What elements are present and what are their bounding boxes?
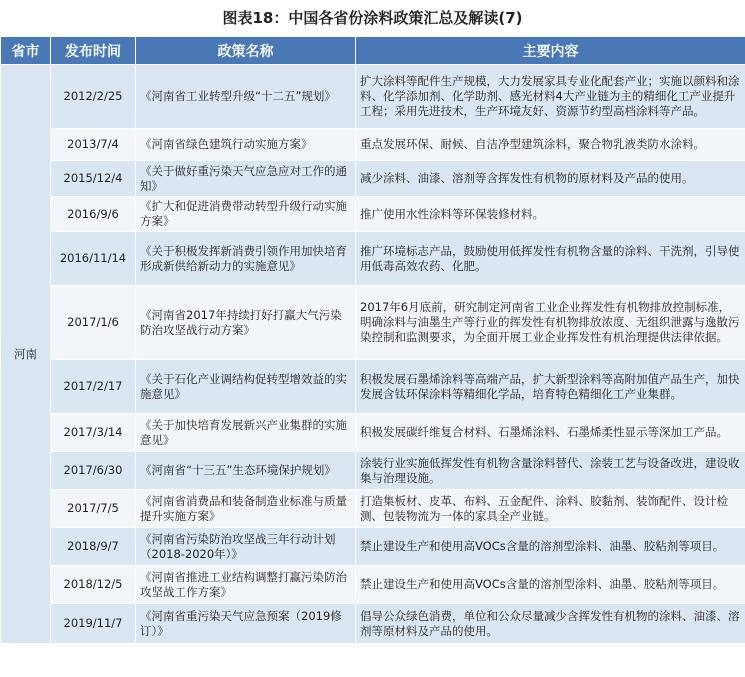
header-main-content: 主要内容: [356, 37, 745, 65]
date-cell: 2016/9/6: [51, 197, 136, 232]
policy-name-cell: 《河南省“十三五”生态环境保护规划》: [136, 452, 356, 490]
date-cell: 2015/12/4: [51, 161, 136, 197]
table-row: [1, 129, 745, 161]
content-cell: 积极发展碳纤维复合材料、石墨烯涂料、石墨烯柔性显示等深加工产品。: [356, 414, 745, 452]
policy-name-cell: 《河南省工业转型升级“十二五”规划》: [136, 65, 356, 129]
table-row: [1, 414, 745, 452]
policy-name-cell: 《关于做好重污染天气应急应对工作的通知》: [136, 161, 356, 197]
table-row: [1, 452, 745, 490]
policy-name-cell: 《关于加快培育发展新兴产业集群的实施意见》: [136, 414, 356, 452]
content-cell: 积极发展石墨烯涂料等高端产品，扩大新型涂料等高附加值产品生产，加快发展含钛环保涂料等精细化学品，培育特色精细化工产业集群。: [356, 360, 745, 414]
header-date: 发布时间: [51, 37, 136, 65]
province-cell: 河南: [1, 65, 51, 644]
date-cell: 2017/1/6: [51, 286, 136, 360]
table-row: [1, 604, 745, 644]
content-cell: 重点发展环保、耐候、自洁净型建筑涂料，聚合物乳液类防水涂料。: [356, 129, 745, 161]
date-cell: 2013/7/4: [51, 129, 136, 161]
date-cell: 2017/7/5: [51, 490, 136, 528]
content-cell: 减少涂料、油漆、溶剂等含挥发性有机物的原材料及产品的使用。: [356, 161, 745, 197]
table-row: [1, 566, 745, 604]
policy-table: [0, 36, 745, 644]
date-cell: 2018/9/7: [51, 528, 136, 566]
table-row: [1, 528, 745, 566]
table-header-row: [1, 37, 745, 65]
table-row: [1, 65, 745, 129]
policy-name-cell: 《河南省消费品和装备制造业标准与质量提升实施方案》: [136, 490, 356, 528]
policy-name-cell: 《河南省重污染天气应急预案（2019修订）》: [136, 604, 356, 644]
content-cell: 推广使用水性涂料等环保装修材料。: [356, 197, 745, 232]
table-row: [1, 197, 745, 232]
policy-name-cell: 《河南省绿色建筑行动实施方案》: [136, 129, 356, 161]
content-cell: 倡导公众绿色消费，单位和公众尽量减少含挥发性有机物的涂料、油漆、溶剂等原材料及产品的使用。: [356, 604, 745, 644]
policy-name-cell: 《关于积极发挥新消费引领作用加快培育形成新供给新动力的实施意见》: [136, 232, 356, 286]
content-cell: 2017年6月底前，研究制定河南省工业企业挥发性有机物排放控制标准，明确涂料与油墨生产等行业的挥发性有机物排放浓度、无组织泄露与逸散污染控制和监测要求，为全面开展工业企业挥发性有机治理提供法律依据。: [356, 286, 745, 360]
content-cell: 禁止建设生产和使用高VOCs含量的溶剂型涂料、油墨、胶粘剂等项目。: [356, 566, 745, 604]
table-row: [1, 161, 745, 197]
date-cell: 2019/11/7: [51, 604, 136, 644]
table-row: [1, 360, 745, 414]
content-cell: 推广环境标志产品，鼓励使用低挥发性有机物含量的涂料、干洗剂，引导使用低毒高效农药、化肥。: [356, 232, 745, 286]
content-cell: 打造集板材、皮革、布料、五金配件、涂料、胶黏剂、装饰配件、设计检测、包装物流为一体的家具全产业链。: [356, 490, 745, 528]
table-body: [1, 65, 745, 644]
policy-name-cell: 《河南省污染防治攻坚战三年行动计划（2018-2020年）》: [136, 528, 356, 566]
content-cell: 扩大涂料等配件生产规模，大力发展家具专业化配套产业；实施以颜料和涂料、化学添加剂、化学助剂、感光材料4大产业链为主的精细化工产业提升工程；采用先进技术，生产环境友好、资源节约型高档涂料等产品。: [356, 65, 745, 129]
policy-name-cell: 《河南省2017年持续打好打赢大气污染防治攻坚战行动方案》: [136, 286, 356, 360]
figure-title: 图表18：中国各省份涂料政策汇总及解读(7): [222, 9, 523, 27]
header-policy-name: 政策名称: [136, 37, 356, 65]
policy-name-cell: 《关于石化产业调结构促转型增效益的实施意见》: [136, 360, 356, 414]
policy-name-cell: 《河南省推进工业结构调整打赢污染防治攻坚战工作方案》: [136, 566, 356, 604]
date-cell: 2017/6/30: [51, 452, 136, 490]
policy-name-cell: 《扩大和促进消费带动转型升级行动实施方案》: [136, 197, 356, 232]
date-cell: 2012/2/25: [51, 65, 136, 129]
date-cell: 2018/12/5: [51, 566, 136, 604]
content-cell: 禁止建设生产和使用高VOCs含量的溶剂型涂料、油墨、胶粘剂等项目。: [356, 528, 745, 566]
header-province: 省市: [1, 37, 51, 65]
date-cell: 2016/11/14: [51, 232, 136, 286]
table-row: [1, 232, 745, 286]
content-cell: 涂装行业实施低挥发性有机物含量涂料替代、涂装工艺与设备改进，建设收集与治理设施。: [356, 452, 745, 490]
table-row: [1, 490, 745, 528]
date-cell: 2017/3/14: [51, 414, 136, 452]
table-row: [1, 286, 745, 360]
date-cell: 2017/2/17: [51, 360, 136, 414]
